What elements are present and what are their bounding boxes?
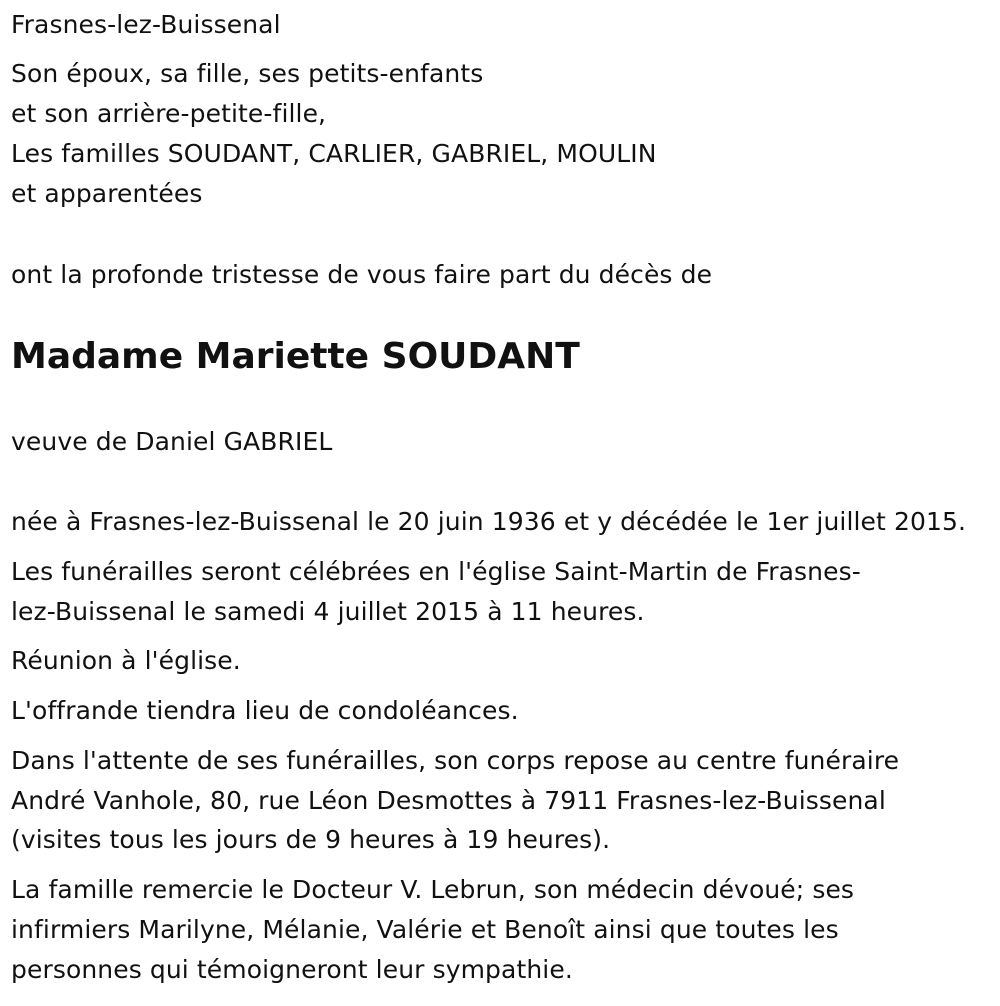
announcement-text: ont la profonde tristesse de vous faire part du décès de bbox=[11, 260, 713, 289]
widow-of-text: veuve de Daniel GABRIEL bbox=[11, 427, 333, 456]
location-heading: Frasnes-lez-Buissenal bbox=[11, 10, 281, 39]
meeting-text: Réunion à l'église. bbox=[11, 646, 241, 675]
family-line: et son arrière-petite-fille, bbox=[11, 99, 327, 128]
deceased-name: Madame Mariette SOUDANT bbox=[11, 336, 580, 377]
family-line: et apparentées bbox=[11, 179, 203, 208]
family-line: Son époux, sa fille, ses petits-enfants bbox=[11, 59, 484, 88]
funeral-line: Les funérailles seront célébrées en l'église Saint-Martin de Frasnes- bbox=[11, 557, 861, 586]
rest-line: André Vanhole, 80, rue Léon Desmottes à 7911 Frasnes-lez-Buissenal bbox=[11, 786, 886, 815]
offering-text: L'offrande tiendra lieu de condoléances. bbox=[11, 696, 519, 725]
rest-line: Dans l'attente de ses funérailles, son corps repose au centre funéraire bbox=[11, 746, 900, 775]
family-line: Les familles SOUDANT, CARLIER, GABRIEL, MOULIN bbox=[11, 139, 657, 168]
birth-death-text: née à Frasnes-lez-Buissenal le 20 juin 1936 et y décédée le 1er juillet 2015. bbox=[11, 507, 967, 536]
thanks-line: personnes qui témoigneront leur sympathie. bbox=[11, 955, 573, 984]
thanks-line: La famille remercie le Docteur V. Lebrun, son médecin dévoué; ses bbox=[11, 875, 855, 904]
rest-line: (visites tous les jours de 9 heures à 19 heures). bbox=[11, 825, 611, 854]
thanks-line: infirmiers Marilyne, Mélanie, Valérie et Benoît ainsi que toutes les bbox=[11, 915, 839, 944]
funeral-line: lez-Buissenal le samedi 4 juillet 2015 à 11 heures. bbox=[11, 597, 645, 626]
